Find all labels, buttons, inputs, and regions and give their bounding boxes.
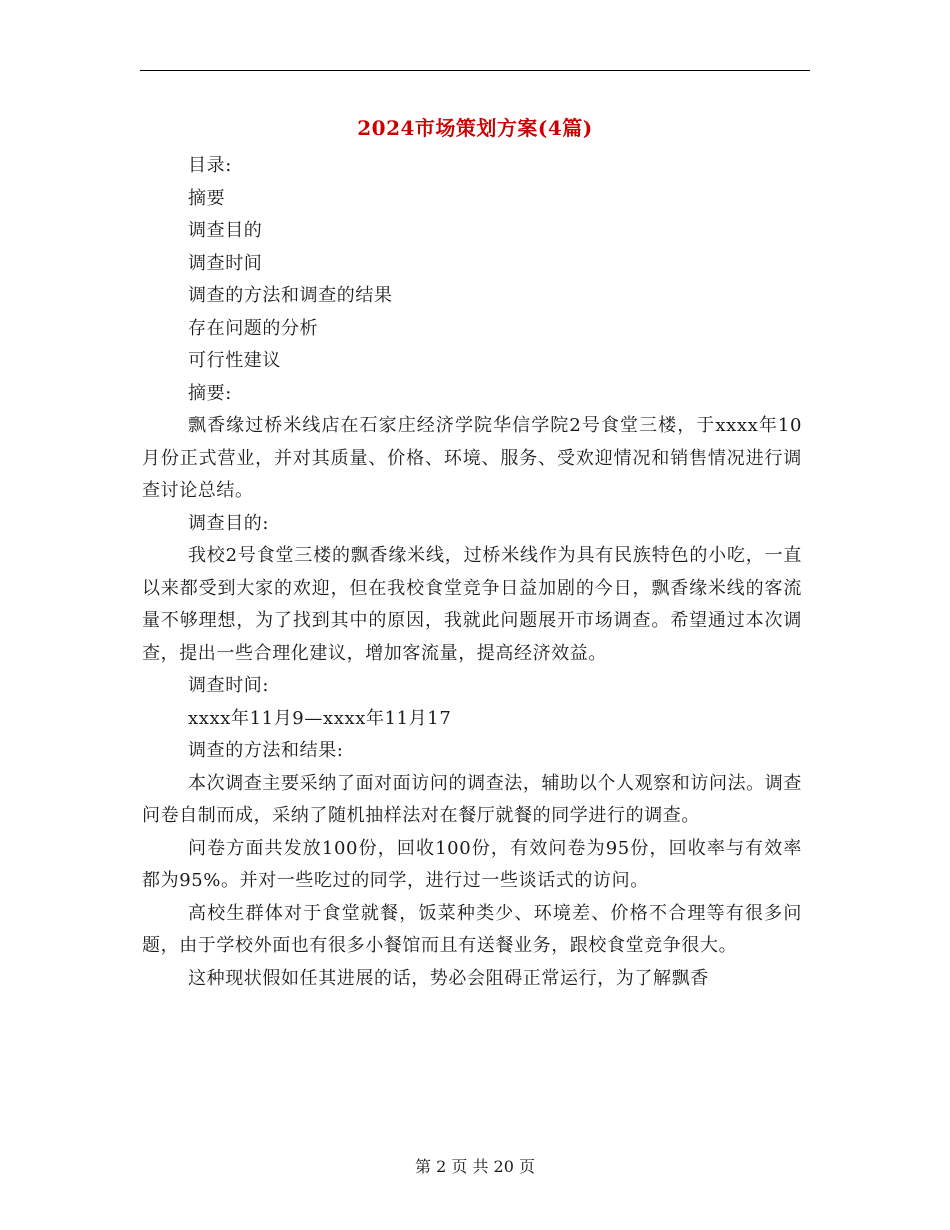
toc-item[interactable]: 调查目的 (188, 220, 263, 241)
section-heading: 调查目的: (188, 512, 270, 534)
header-rule (140, 70, 810, 71)
toc-item[interactable]: 可行性建议 (188, 350, 281, 371)
paragraph: 我校2号食堂三楼的飘香缘米线，过桥米线作为具有民族特色的小吃，一直以来都受到大家的欢迎，但在我校食堂竞争日益加剧的今日，飘香缘米线的客流量不够理想，为了找到其中的原因，我就此问题展开市场调查。希望通过本次调查，提出一些合理化建议，增加客流量，提高经济效益。 (142, 545, 802, 664)
paragraph: 这种现状假如任其进展的话，势必会阻碍正常运行，为了解飘香 (188, 967, 709, 989)
paragraph: 本次调查主要采纳了面对面访问的调查法，辅助以个人观察和访问法。调查问卷自制而成，采纳了随机抽样法对在餐厅就餐的同学进行的调查。 (142, 772, 802, 826)
paragraph: 飘香缘过桥米线店在石家庄经济学院华信学院2号食堂三楼，于xxxx年10月份正式营业，并对其质量、价格、环境、服务、受欢迎情况和销售情况进行调查讨论总结。 (142, 415, 802, 501)
toc-item[interactable]: 摘要 (188, 187, 226, 209)
section-heading: 摘要: (188, 382, 232, 404)
document-title: 2024市场策划方案(4篇) (357, 116, 593, 140)
toc-heading: 目录: (188, 155, 232, 176)
toc-item[interactable]: 调查的方法和调查的结果 (188, 285, 393, 306)
paragraph: 高校生群体对于食堂就餐，饭菜种类少、环境差、价格不合理等有很多问题，由于学校外面也有很多小餐馆而且有送餐业务，跟校食堂竞争很大。 (142, 902, 802, 956)
page-footer (0, 1154, 950, 1177)
paragraph: 问卷方面共发放100份，回收100份，有效问卷为95份，回收率与有效率都为95%。并对一些吃过的同学，进行过一些谈话式的访问。 (142, 837, 802, 891)
toc-item[interactable]: 存在问题的分析 (188, 317, 319, 339)
document-body (142, 150, 802, 995)
toc-item[interactable]: 调查时间 (188, 252, 263, 274)
section-heading: 调查的方法和结果: (188, 740, 344, 761)
paragraph: xxxx年11月9—xxxx年11月17 (188, 707, 452, 729)
section-heading: 调查时间: (188, 675, 270, 696)
page-number: 第 2 页 共 20 页 (415, 1157, 535, 1176)
